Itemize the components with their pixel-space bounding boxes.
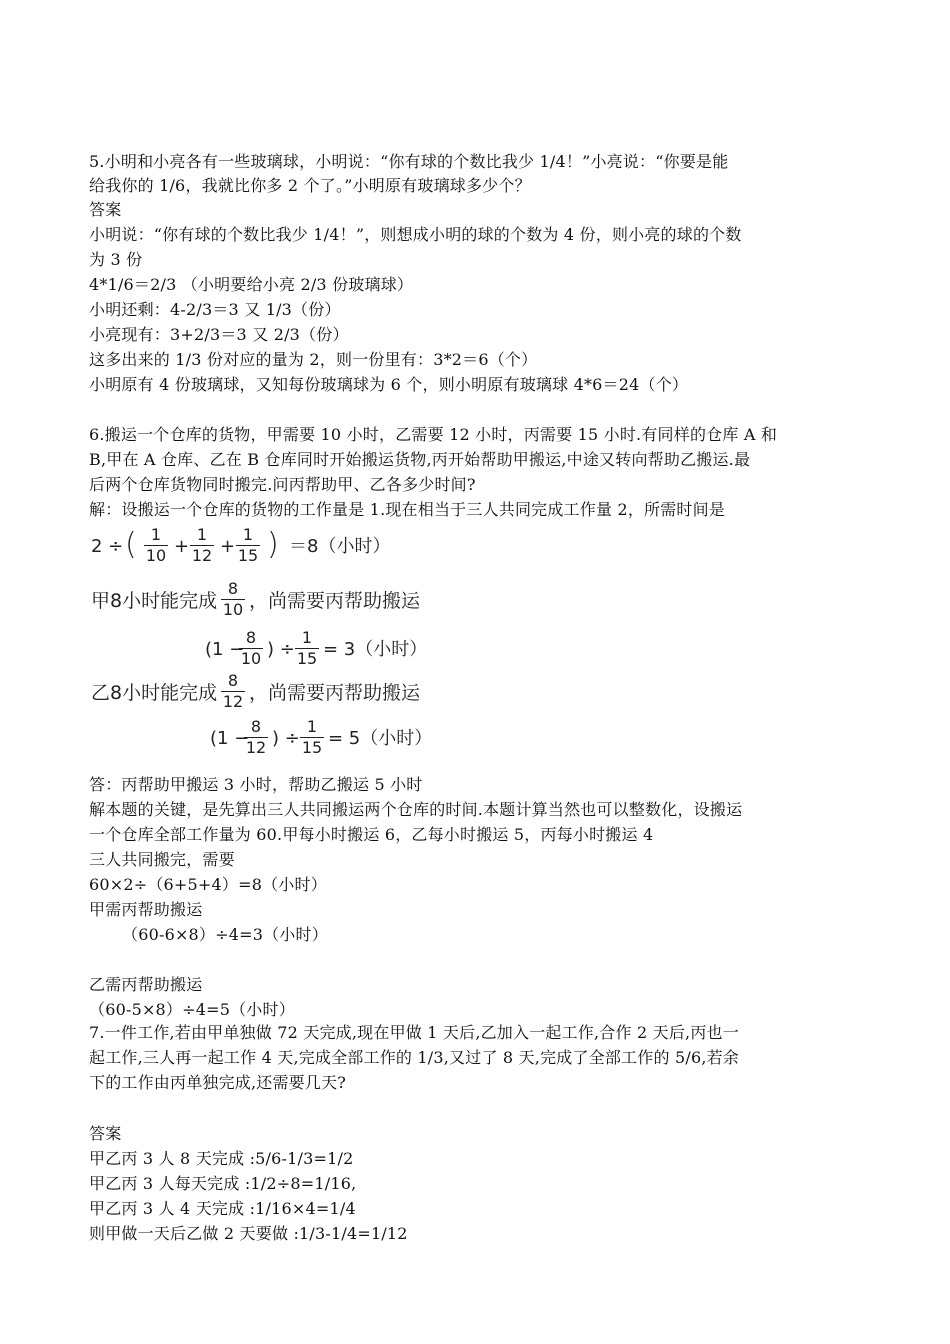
jia-eq-fraction	[295, 629, 319, 668]
yi-heading-pre: 乙8小时能完成	[91, 682, 218, 704]
problem6-jia-need: 甲需丙帮助搬运	[89, 900, 203, 919]
frac-num: 1	[301, 628, 313, 647]
problem6-question-line3: 后两个仓库货物同时搬完.问丙帮助甲、乙各多少时间?	[89, 475, 476, 494]
jia-eq-mid: ) ÷	[267, 639, 295, 660]
yi-eq-open: (1 −	[210, 728, 250, 749]
jia-heading-pre: 甲8小时能完成	[91, 590, 218, 612]
jia-equation	[205, 625, 445, 675]
problem6-question-line2: B,甲在 A 仓库、乙在 B 仓库同时开始搬运货物,丙开始帮助甲搬运,中途又转向帮助乙搬运.最	[89, 450, 751, 469]
frac-den: 15	[296, 649, 318, 668]
problem5-line: 为 3 份	[89, 250, 143, 269]
problem7-question-line1: 7.一件工作,若由甲单独做 72 天完成,现在甲做 1 天后,乙加入一起工作,合作 2 天后,丙也一	[89, 1023, 739, 1042]
problem5-question-line2: 给我你的 1/6，我就比你多 2 个了。”小明原有玻璃球多少个？	[89, 176, 531, 195]
problem5-line: 小亮现有：3+2/3＝3 又 2/3（份）	[89, 325, 349, 344]
frac-num: 1	[306, 717, 318, 736]
jia-eq-result: = 3（小时）	[323, 639, 428, 660]
equation-total-time	[89, 522, 409, 572]
problem5-line: 这多出来的 1/3 份对应的量为 2，则一份里有：3*2＝6（个）	[89, 350, 538, 369]
problem6-calc2: （60-6×8）÷4=3（小时）	[122, 925, 328, 944]
problem6-calc3: （60-5×8）÷4=5（小时）	[89, 1000, 295, 1019]
eq1-frac1-den: 10	[145, 546, 167, 565]
problem7-line: 甲乙丙 3 人 8 天完成 :5/6-1/3=1/2	[89, 1149, 354, 1168]
problem5-answer-label: 答案	[89, 200, 122, 219]
problem5-line: 小明说：“你有球的个数比我少 1/4！”，则想成小明的球的个数为 4 份，则小亮的球的个数	[89, 225, 742, 244]
jia-eq-fraction	[239, 629, 263, 668]
frac-den: 15	[301, 738, 323, 757]
problem6-key-line1: 解本题的关键，是先算出三人共同搬运两个仓库的时间.本题计算当然也可以整数化，设搬运	[89, 800, 743, 819]
jia-heading-fraction	[221, 580, 245, 619]
eq1-result: ＝8（小时）	[289, 536, 391, 557]
jia-eq-open: (1 −	[205, 639, 245, 660]
jia-heading-post: ，尚需要丙帮助搬运	[249, 590, 421, 612]
eq1-plus: +	[174, 536, 190, 557]
problem5-question-line1: 5.小明和小亮各有一些玻璃球，小明说：“你有球的个数比我少 1/4！”小亮说：“你要是能	[89, 152, 729, 171]
problem5-line: 小明还剩：4-2/3＝3 又 1/3（份）	[89, 300, 341, 319]
problem5-line: 4*1/6＝2/3 （小明要给小亮 2/3 份玻璃球）	[89, 275, 414, 294]
frac-den: 10	[240, 649, 262, 668]
problem5-line: 小明原有 4 份玻璃球，又知每份玻璃球为 6 个，则小明原有玻璃球 4*6＝24（个）	[89, 375, 689, 394]
eq1-prefix: 2 ÷	[91, 536, 124, 557]
problem6-question-line1: 6.搬运一个仓库的货物，甲需要 10 小时，乙需要 12 小时，丙需要 15 小时.有同样的仓库 A 和	[89, 425, 778, 444]
problem6-key-line3: 三人共同搬完，需要	[89, 850, 235, 869]
frac-den: 12	[222, 692, 244, 711]
eq1-fraction	[144, 526, 168, 565]
eq1-frac3-den: 15	[237, 546, 259, 565]
yi-heading	[89, 670, 449, 716]
problem6-solution-intro: 解：设搬运一个仓库的货物的工作量是 1.现在相当于三人共同完成工作量 2，所需时间是	[89, 500, 726, 519]
eq1-left-paren: (	[125, 527, 137, 562]
eq1-right-paren: )	[267, 527, 279, 562]
problem6-yi-need: 乙需丙帮助搬运	[89, 975, 203, 994]
frac-num: 8	[245, 628, 257, 647]
eq1-frac1-num: 1	[150, 525, 162, 544]
eq1-fraction	[236, 526, 260, 565]
frac-den: 12	[245, 738, 267, 757]
eq1-frac2-den: 12	[191, 546, 213, 565]
frac-den: 10	[222, 600, 244, 619]
eq1-frac3-num: 1	[242, 525, 254, 544]
yi-eq-result: = 5（小时）	[328, 728, 433, 749]
problem7-line: 甲乙丙 3 人 4 天完成 :1/16×4=1/4	[89, 1199, 356, 1218]
problem7-question-line3: 下的工作由丙单独完成,还需要几天?	[89, 1073, 347, 1092]
yi-equation	[210, 714, 450, 764]
problem7-answer-label: 答案	[89, 1124, 122, 1143]
yi-eq-fraction	[300, 718, 324, 757]
frac-num: 8	[250, 717, 262, 736]
problem7-question-line2: 起工作,三人再一起工作 4 天,完成全部工作的 1/3,又过了 8 天,完成了全部工作的 5/6,若余	[89, 1048, 740, 1067]
frac-num: 8	[227, 579, 239, 598]
yi-heading-fraction	[221, 672, 245, 711]
frac-num: 8	[227, 671, 239, 690]
yi-eq-mid: ) ÷	[272, 728, 300, 749]
jia-heading	[89, 578, 449, 624]
problem7-line: 甲乙丙 3 人每天完成 :1/2÷8=1/16,	[89, 1174, 357, 1193]
eq1-plus: +	[220, 536, 236, 557]
yi-eq-fraction	[244, 718, 268, 757]
problem7-line: 则甲做一天后乙做 2 天要做 :1/3-1/4=1/12	[89, 1224, 408, 1243]
yi-heading-post: ，尚需要丙帮助搬运	[249, 682, 421, 704]
problem6-calc1: 60×2÷（6+5+4）=8（小时）	[89, 875, 327, 894]
eq1-fraction	[190, 526, 214, 565]
problem6-key-line2: 一个仓库全部工作量为 60.甲每小时搬运 6，乙每小时搬运 5，丙每小时搬运 4	[89, 825, 654, 844]
problem6-answer: 答：丙帮助甲搬运 3 小时，帮助乙搬运 5 小时	[89, 775, 423, 794]
eq1-frac2-num: 1	[196, 525, 208, 544]
